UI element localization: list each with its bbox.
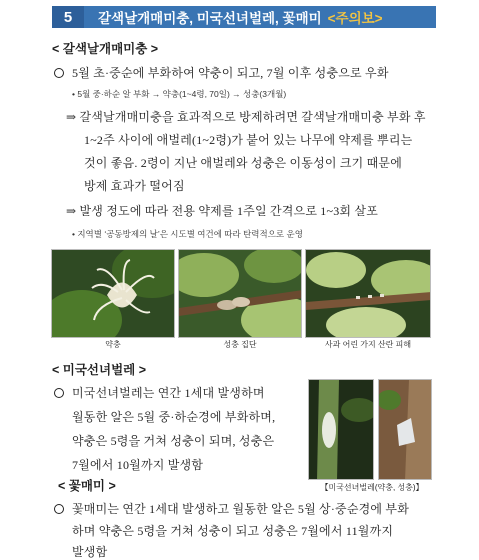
circle-bullet-icon	[54, 504, 64, 514]
s3-line2: 하며 약충은 5령을 거쳐 성충이 되고 성충은 7월에서 11월까지	[72, 524, 394, 538]
caption-flatid: 【미국선녀벌레(약충, 성충)】	[320, 483, 424, 492]
photo-flatid-nymph	[308, 379, 374, 480]
s1-line1-text: 5월 초·중순에 부화하여 약충이 되고, 7월 이후 성충으로 우화	[72, 66, 389, 80]
s3-line1-text: 꽃매미는 연간 1세대 발생하고 월동한 알은 5월 상·중순경에 부화	[72, 502, 409, 516]
caption-adult-group: 성충 집단	[223, 340, 257, 349]
caption-twig-damage: 사과 어린 가지 산란 피해	[324, 340, 412, 349]
caption-nymph: 약충	[105, 340, 121, 349]
section-number-badge: 5	[52, 6, 84, 28]
photo-adult-group	[178, 249, 302, 338]
subsection-title-spotted-lanternfly: < 꽃매미 >	[58, 479, 116, 493]
subsection-title-brown-winged: < 갈색날개매미충 >	[52, 42, 159, 56]
circle-bullet-icon	[54, 68, 64, 78]
s2-line1	[54, 384, 265, 401]
s1-note1: • 5월 중·하순 알 부화 → 약충(1~4령, 70일) → 성충(3개월)	[72, 89, 287, 99]
caution-label: <주의보>	[327, 11, 383, 26]
s1-arrow-para-line3: 것이 좋음. 2령이 지난 애벌레와 성충은 이동성이 크기 때문에	[84, 156, 403, 170]
s1-arrow-line2: ⇒ 발생 정도에 따라 전용 약제를 1주일 간격으로 1~3회 살포	[66, 204, 378, 218]
photo-flatid-adult	[378, 379, 432, 480]
subsection-title-citrus-flatid: < 미국선녀벌레 >	[52, 363, 146, 377]
photo-twig-damage	[305, 249, 431, 338]
s2-line4: 7월에서 10월까지 발생함	[72, 458, 204, 472]
s1-note2: • 지역별 ‘공동방제의 날’은 시도별 여건에 따라 탄력적으로 운영	[72, 229, 303, 239]
section-title: 갈색날개매미충, 미국선녀벌레, 꽃매미	[98, 11, 322, 26]
s3-line3: 발생함	[72, 545, 108, 559]
section-title-bar	[84, 6, 436, 28]
s3-line1	[54, 500, 409, 517]
photo-nymph	[51, 249, 175, 338]
s1-arrow-para-line2: 1~2주 사이에 애벌레(1~2령)가 붙어 있는 나무에 약제를 뿌리는	[84, 133, 413, 147]
s1-arrow-para-line4: 방제 효과가 떨어짐	[84, 179, 185, 193]
s2-line2: 월동한 알은 5월 중·하순경에 부화하며,	[72, 410, 276, 424]
s1-line1	[54, 64, 389, 81]
s2-line1-text: 미국선녀벌레는 연간 1세대 발생하며	[72, 386, 265, 400]
s1-arrow-para-line1: ⇒ 갈색날개매미충을 효과적으로 방제하려면 갈색날개매미충 부화 후	[66, 110, 426, 124]
circle-bullet-icon	[54, 388, 64, 398]
s2-line3: 약충은 5령을 거쳐 성충이 되며, 성충은	[72, 434, 275, 448]
